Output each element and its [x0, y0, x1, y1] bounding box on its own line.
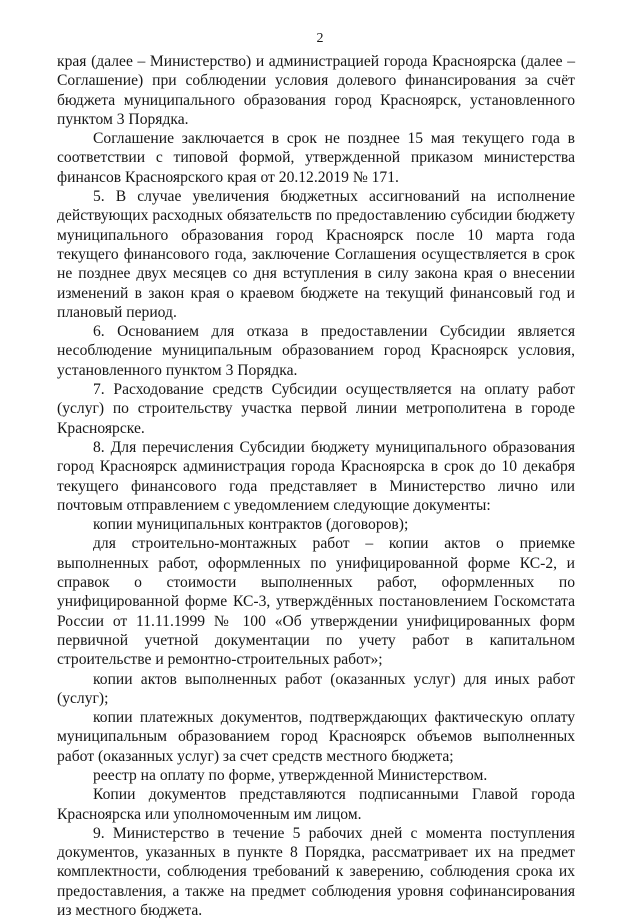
paragraph-item-7: 7. Расходование средств Субсидии осуществляется на оплату работ (услуг) по строительству участка первой линии метрополитена в городе Красноярске. [57, 381, 575, 437]
list-item-payment-register: реестр на оплату по форме, утвержденной Министерством. [93, 766, 488, 784]
paragraph-document-signing: Копии документов представляются подписанными Главой города Красноярска или уполномоченным им лицом. [57, 786, 575, 823]
list-item-payment-documents: копии платежных документов, подтверждающих фактическую оплату муниципальным образованием город Красноярск объемов выполненных работ (оказанных услуг) за счет средств местного бюджета; [57, 709, 575, 765]
paragraph-item-5: 5. В случае увеличения бюджетных ассигнований на исполнение действующих расходных обязательств по предоставлению субсидии бюджету муниципального образования город Красноярск после 10 марта года текущего финансового года, заключение Соглашения осуществляется в срок не позднее двух месяцев со дня вступления в силу закона края о внесении изменений в закон края о краевом бюджете на текущий финансовый год и плановый период. [57, 188, 575, 321]
paragraph-item-8: 8. Для перечисления Субсидии бюджету муниципального образования город Красноярск администрация города Красноярска в срок до 10 декабря текущего финансового года представляет в Министерство лично или почтовым отправлением с уведомлением следующие документы: [57, 438, 575, 514]
list-item-construction-acts: для строительно-монтажных работ – копии актов о приемке выполненных работ, оформленных по унифицированной форме КС-2, и справок о стоимости выполненных работ, оформленных по унифицированной форме КС-3, утверждённых постановлением Госкомстата России от 11.11.1999 № 100 «Об утверждении унифицированных форм первичной учетной документации по учету работ в капитальном строительстве и ремонтно-строительных работ»; [57, 535, 575, 669]
page-number: 2 [316, 31, 324, 46]
list-item-other-work-acts: копии актов выполненных работ (оказанных услуг) для иных работ (услуг); [57, 670, 575, 707]
paragraph-agreement-deadline: Соглашение заключается в срок не позднее 15 мая текущего года в соответствии с типовой формой, утвержденной приказом министерства финансов Красноярского края от 20.12.2019 № 171. [57, 130, 575, 186]
paragraph-agreement-parties: края (далее – Министерство) и администрацией города Красноярска (далее – Соглашение) при соблюдении условия долевого финансирования за счёт бюджета муниципального образования город Красноярск, установленного пунктом 3 Порядка. [57, 53, 575, 128]
document-body [57, 52, 575, 920]
paragraph-item-6: 6. Основанием для отказа в предоставлении Субсидии является несоблюдение муниципальным образованием город Красноярск условия, установленного пунктом 3 Порядка. [57, 323, 575, 379]
list-item-contracts: копии муниципальных контрактов (договоров); [93, 516, 409, 534]
paragraph-item-9: 9. Министерство в течение 5 рабочих дней с момента поступления документов, указанных в пункте 8 Порядка, рассматривает их на предмет комплектности, соблюдения требований к заверению, соблюдения срока их предоставления, а также на предмет соблюдения уровня софинансирования из местного бюджета. [57, 824, 575, 920]
